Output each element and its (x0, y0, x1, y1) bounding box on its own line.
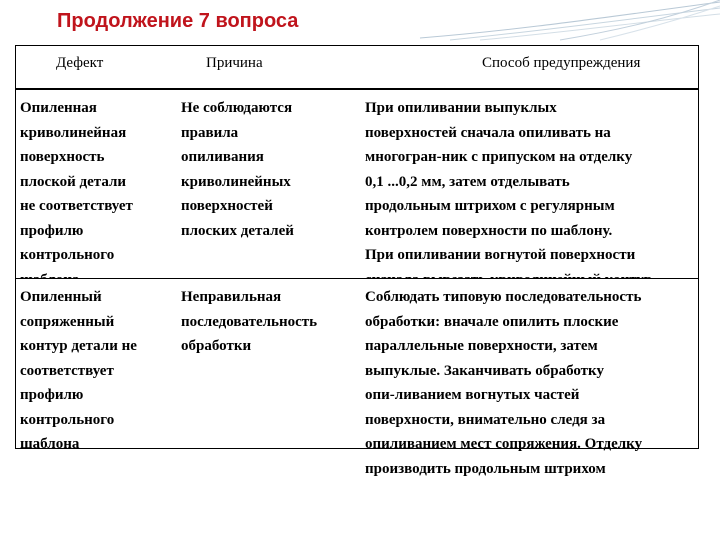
cell-defect: Опиленный сопряженный контур детали не соответствует профилю контрольного шаблона (20, 289, 137, 452)
table-header-row (15, 45, 699, 90)
header-prevention: Способ предупреждения (482, 55, 641, 71)
header-cause: Причина (206, 55, 263, 71)
table-row (15, 279, 699, 477)
cell-cause: Не соблюдаются правила опиливания криволинейных поверхностей плоских деталей (181, 100, 294, 239)
slide-title: Продолжение 7 вопроса (57, 10, 299, 32)
cell-cause: Неправильная последовательность обработки (181, 289, 318, 354)
cell-prevention: Соблюдать типовую последовательность обработки: вначале опилить плоские параллельные поверхности, затем выпуклые. Заканчивать обработку опи-ливанием вогнутых частей поверхности, внимательно следя за опиливанием мест сопряжения. Отделку производить продольным штрихом (365, 289, 643, 477)
defects-table (15, 45, 699, 477)
header-defect: Дефект (56, 55, 104, 71)
cell-defect: Опиленная криволинейная поверхность плоской детали не соответствует профилю контрольного (20, 100, 133, 263)
cell-prevention: При опиливании выпуклых поверхностей сначала опиливать на многогран-ник с припуском на отделку 0,1 ...0,2 мм, затем отделывать продольным штрихом с регулярным контролем поверхности по шаблону. При опиливании вогнутой поверхности (365, 100, 636, 263)
table-row (15, 90, 699, 279)
